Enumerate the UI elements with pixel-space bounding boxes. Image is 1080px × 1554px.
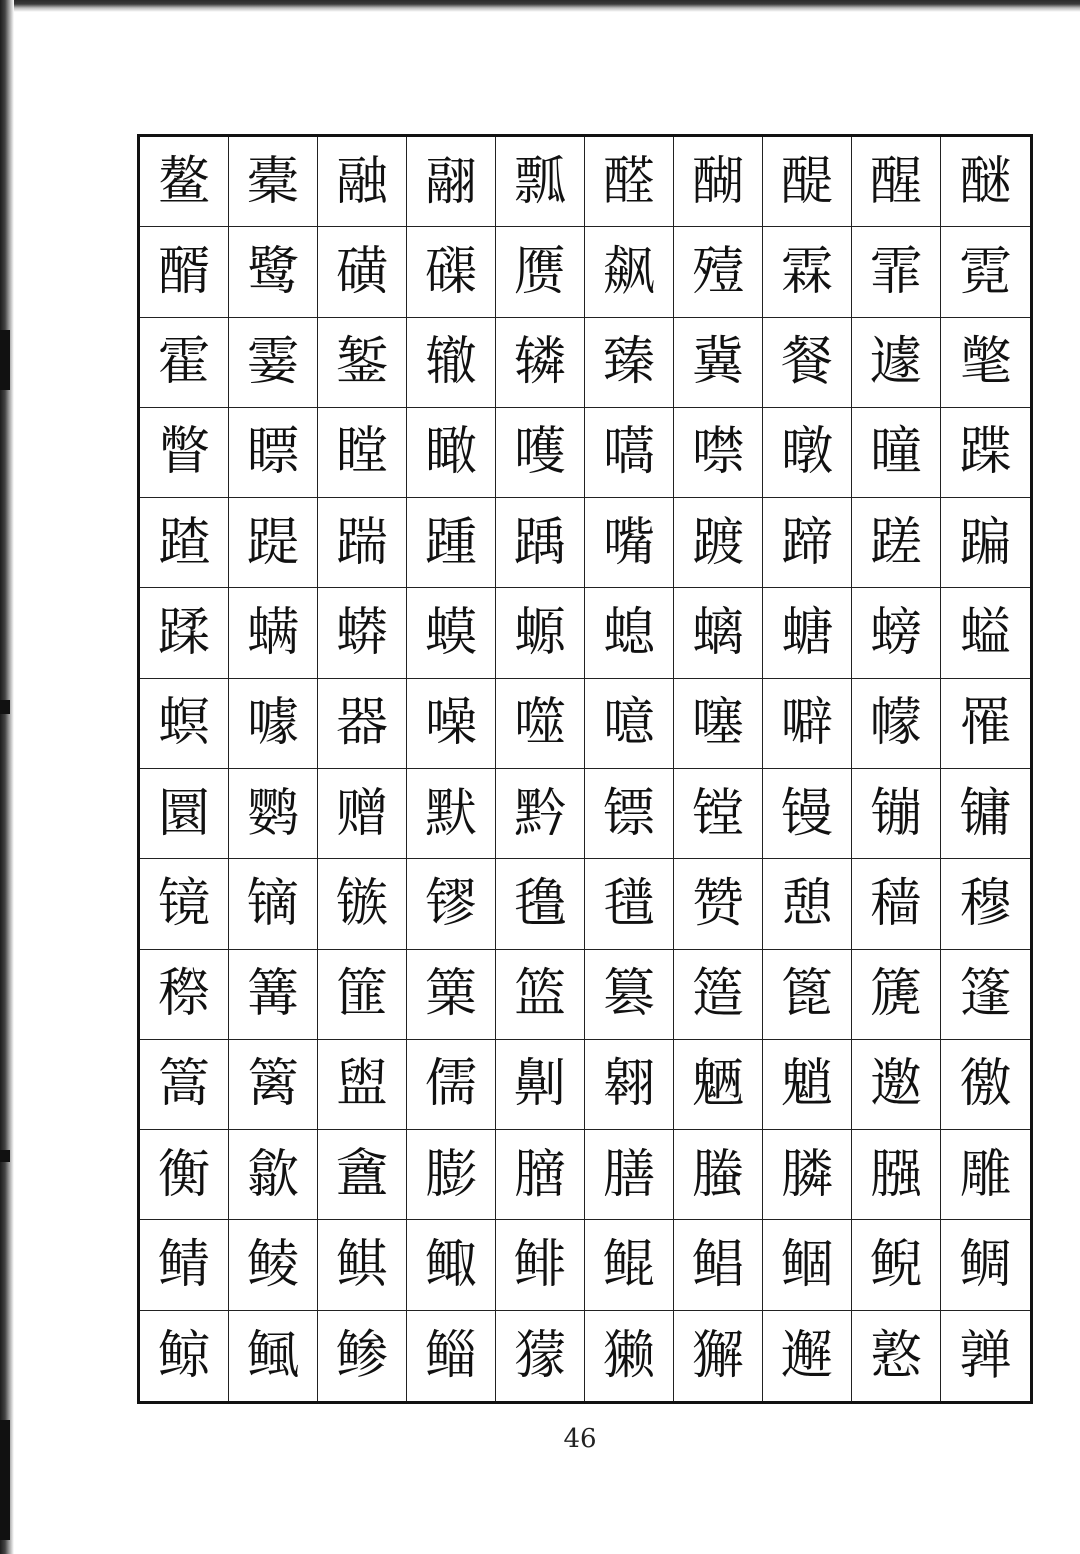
character-cell: 磲 [407, 227, 496, 317]
character-cell: 赝 [496, 227, 585, 317]
character-cell: 螟 [140, 679, 229, 769]
character-cell: 霖 [763, 227, 852, 317]
character-cell: 踶 [229, 498, 318, 588]
character-cell: 瞟 [229, 408, 318, 498]
character-cell: 鳌 [140, 137, 229, 227]
character-cell: 磺 [318, 227, 407, 317]
character-cell: 篷 [941, 950, 1030, 1040]
character-cell: 篝 [229, 950, 318, 1040]
character-cell: 霓 [941, 227, 1030, 317]
scan-binding-mark [0, 330, 10, 390]
character-cell: 冀 [674, 318, 763, 408]
character-cell: 嚆 [585, 408, 674, 498]
character-cell: 氆 [585, 859, 674, 949]
character-cell: 膳 [585, 1130, 674, 1220]
character-cell: 瞥 [140, 408, 229, 498]
character-cell: 臻 [585, 318, 674, 408]
character-cell: 醛 [585, 137, 674, 227]
character-cell: 曈 [852, 408, 941, 498]
character-cell: 鲹 [318, 1311, 407, 1401]
character-cell: 篙 [140, 1040, 229, 1130]
character-cell: 噱 [229, 679, 318, 769]
character-cell: 餐 [763, 318, 852, 408]
character-cell: 獴 [496, 1311, 585, 1401]
character-cell: 噻 [674, 679, 763, 769]
character-cell: 鲸 [140, 1311, 229, 1401]
character-cell: 鹦 [229, 769, 318, 859]
character-cell: 盦 [318, 1130, 407, 1220]
character-cell: 霍 [140, 318, 229, 408]
character-cell: 嚄 [496, 408, 585, 498]
character-cell: 蹂 [140, 588, 229, 678]
character-cell: 螭 [674, 588, 763, 678]
character-cell: 螠 [941, 588, 1030, 678]
character-cell: 篚 [318, 950, 407, 1040]
character-cell: 瓢 [496, 137, 585, 227]
character-cell: 蟆 [407, 588, 496, 678]
character-cell: 篡 [585, 950, 674, 1040]
character-cell: 憩 [763, 859, 852, 949]
character-cell: 魉 [674, 1040, 763, 1130]
character-cell: 醒 [852, 137, 941, 227]
character-cell: 霏 [852, 227, 941, 317]
scan-top-edge [0, 0, 1080, 12]
character-cell: 翮 [407, 137, 496, 227]
character-grid [137, 134, 1033, 1404]
character-cell: 踽 [496, 498, 585, 588]
character-cell: 踵 [407, 498, 496, 588]
character-cell: 鲭 [140, 1220, 229, 1310]
character-cell: 篥 [407, 950, 496, 1040]
character-cell: 螣 [674, 1130, 763, 1220]
character-cell: 辚 [496, 318, 585, 408]
character-cell: 衡 [140, 1130, 229, 1220]
character-cell: 鲴 [763, 1220, 852, 1310]
character-cell: 镜 [140, 859, 229, 949]
character-cell: 雕 [941, 1130, 1030, 1220]
character-cell: 獬 [674, 1311, 763, 1401]
character-cell: 氅 [941, 318, 1030, 408]
character-cell: 錾 [318, 318, 407, 408]
character-cell: 篪 [852, 950, 941, 1040]
character-cell: 镞 [318, 859, 407, 949]
character-cell: 遽 [852, 318, 941, 408]
character-cell: 蟒 [318, 588, 407, 678]
character-cell: 魈 [763, 1040, 852, 1130]
character-cell: 篮 [496, 950, 585, 1040]
character-cell: 儒 [407, 1040, 496, 1130]
character-cell: 蹀 [941, 408, 1030, 498]
character-cell: 噪 [407, 679, 496, 769]
character-cell: 黔 [496, 769, 585, 859]
character-cell: 簉 [674, 950, 763, 1040]
character-cell: 螈 [496, 588, 585, 678]
page-number: 46 [563, 1424, 597, 1454]
character-cell: 蹄 [763, 498, 852, 588]
character-cell: 亸 [959, 1325, 1012, 1386]
character-cell: 邀 [852, 1040, 941, 1130]
character-cell: 罹 [941, 679, 1030, 769]
character-cell: 醚 [941, 137, 1030, 227]
character-cell: 鲲 [585, 1220, 674, 1310]
character-cell: 蹁 [941, 498, 1030, 588]
character-cell: 瞠 [318, 408, 407, 498]
character-cell: 篱 [229, 1040, 318, 1130]
character-cell: 踹 [318, 498, 407, 588]
character-cell: 鲵 [852, 1220, 941, 1310]
character-cell: 默 [407, 769, 496, 859]
character-cell: 鲱 [496, 1220, 585, 1310]
character-cell: 氇 [496, 859, 585, 949]
character-cell: 徼 [941, 1040, 1030, 1130]
character-cell: 鲰 [407, 1220, 496, 1310]
character-cell: 幪 [852, 679, 941, 769]
character-cell: 穆 [941, 859, 1030, 949]
character-cell: 暾 [763, 408, 852, 498]
character-cell: 鲮 [229, 1220, 318, 1310]
scan-left-edge [0, 0, 14, 1554]
character-cell: 蹉 [852, 498, 941, 588]
character-cell: 赠 [318, 769, 407, 859]
character-cell: 赞 [674, 859, 763, 949]
character-cell: 獭 [585, 1311, 674, 1401]
character-cell: 器 [318, 679, 407, 769]
character-cell: 鲳 [674, 1220, 763, 1310]
character-cell: 膙 [852, 1130, 941, 1220]
character-cell: 鲺 [229, 1311, 318, 1401]
character-cell: 醑 [140, 227, 229, 317]
character-cell: 圜 [140, 769, 229, 859]
character-cell: 噫 [585, 679, 674, 769]
character-cell: 螨 [229, 588, 318, 678]
character-cell: 融 [318, 137, 407, 227]
character-cell: 镛 [941, 769, 1030, 859]
character-cell: 鹭 [229, 227, 318, 317]
character-cell: 飙 [585, 227, 674, 317]
character-cell: 瞰 [407, 408, 496, 498]
character-cell: 鲯 [318, 1220, 407, 1310]
character-cell: 螗 [763, 588, 852, 678]
scan-binding-mark [0, 1150, 10, 1162]
character-cell: 踱 [674, 498, 763, 588]
character-cell: 醍 [763, 137, 852, 227]
character-cell: 蹅 [140, 498, 229, 588]
character-cell: 鲷 [941, 1220, 1030, 1310]
character-cell: 螃 [852, 588, 941, 678]
character-cell: 篦 [763, 950, 852, 1040]
character-cell: 噼 [763, 679, 852, 769]
character-cell: 嘴 [585, 498, 674, 588]
character-cell: 辙 [407, 318, 496, 408]
character-cell: 憝 [852, 1311, 941, 1401]
scan-binding-mark [0, 700, 10, 714]
character-cell: 穄 [140, 950, 229, 1040]
character-cell: 镚 [852, 769, 941, 859]
character-cell: 劓 [496, 1040, 585, 1130]
character-cell: 镘 [763, 769, 852, 859]
character-cell: 穑 [852, 859, 941, 949]
character-cell: 醐 [674, 137, 763, 227]
character-cell: 噤 [674, 408, 763, 498]
character-cell: 膦 [763, 1130, 852, 1220]
character-cell: 螅 [585, 588, 674, 678]
character-cell: 橐 [229, 137, 318, 227]
character-cell: 邂 [763, 1311, 852, 1401]
character-cell: 镠 [407, 859, 496, 949]
character-cell: 鲻 [407, 1311, 496, 1401]
character-cell: 霎 [229, 318, 318, 408]
character-cell: 噬 [496, 679, 585, 769]
character-cell: 殪 [674, 227, 763, 317]
character-cell: 膨 [407, 1130, 496, 1220]
character-cell: 镖 [585, 769, 674, 859]
character-cell: 翱 [585, 1040, 674, 1130]
character-cell: 膪 [496, 1130, 585, 1220]
character-cell: 歙 [229, 1130, 318, 1220]
character-cell: 镗 [674, 769, 763, 859]
character-cell: 盥 [318, 1040, 407, 1130]
character-cell: 镝 [229, 859, 318, 949]
